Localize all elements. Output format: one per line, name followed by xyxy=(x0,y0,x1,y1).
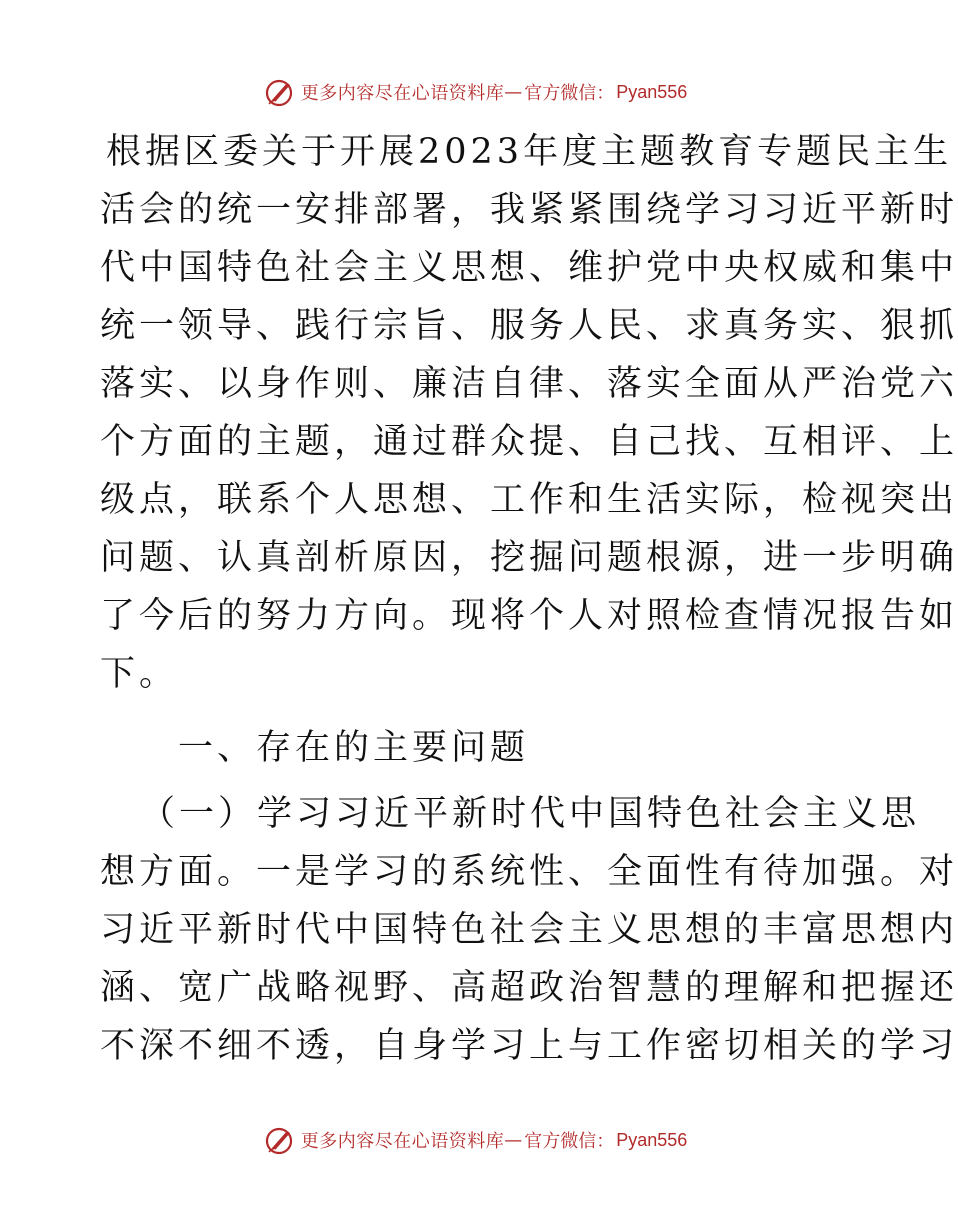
document-body xyxy=(100,123,958,1075)
paragraph-line: （一）学习习近平新时代中国特色社会主义思 xyxy=(140,794,921,834)
watermark-dash: — xyxy=(504,81,523,103)
paragraph-line: 习近平新时代中国特色社会主义思想的丰富思想内 xyxy=(100,910,958,950)
quill-logo-icon xyxy=(263,1123,297,1157)
watermark-text: 更多内容尽在心语资料库 xyxy=(300,1131,505,1152)
watermark-id: Pyan556 xyxy=(616,1129,688,1150)
paragraph-line: 想方面。一是学习的系统性、全面性有待加强。对 xyxy=(100,852,958,892)
paragraph-line: 统一领导、践行宗旨、服务人民、求真务实、狠抓 xyxy=(100,306,958,346)
quill-logo-icon xyxy=(263,75,297,109)
paragraph-line: 代中国特色社会主义思想、维护党中央权威和集中 xyxy=(100,248,958,288)
header-watermark xyxy=(0,72,950,112)
paragraph-line: 下。 xyxy=(100,654,179,694)
paragraph-line: 落实、以身作则、廉洁自律、落实全面从严治党六 xyxy=(100,364,958,404)
paragraph-line: 不深不细不透，自身学习上与工作密切相关的学习 xyxy=(100,1026,958,1066)
watermark-label: 官方微信： xyxy=(524,83,615,104)
paragraph-line: 根据区委关于开展2023年度主题教育专题民主生 xyxy=(106,132,953,172)
footer-watermark xyxy=(0,1120,950,1160)
section-heading: 一、存在的主要问题 xyxy=(178,728,530,768)
watermark-dash: — xyxy=(504,1129,523,1151)
watermark-label: 官方微信： xyxy=(524,1131,615,1152)
paragraph-line: 活会的统一安排部署，我紧紧围绕学习习近平新时 xyxy=(100,190,958,230)
paragraph-line: 级点，联系个人思想、工作和生活实际，检视突出 xyxy=(100,480,958,520)
paragraph-line: 个方面的主题，通过群众提、自己找、互相评、上 xyxy=(100,422,958,462)
watermark-id: Pyan556 xyxy=(616,81,688,102)
paragraph-line: 涵、宽广战略视野、高超政治智慧的理解和把握还 xyxy=(100,968,958,1008)
paragraph-line: 了今后的努力方向。现将个人对照检查情况报告如 xyxy=(100,596,958,636)
paragraph-line: 问题、认真剖析原因，挖掘问题根源，进一步明确 xyxy=(100,538,958,578)
watermark-text: 更多内容尽在心语资料库 xyxy=(300,83,505,104)
